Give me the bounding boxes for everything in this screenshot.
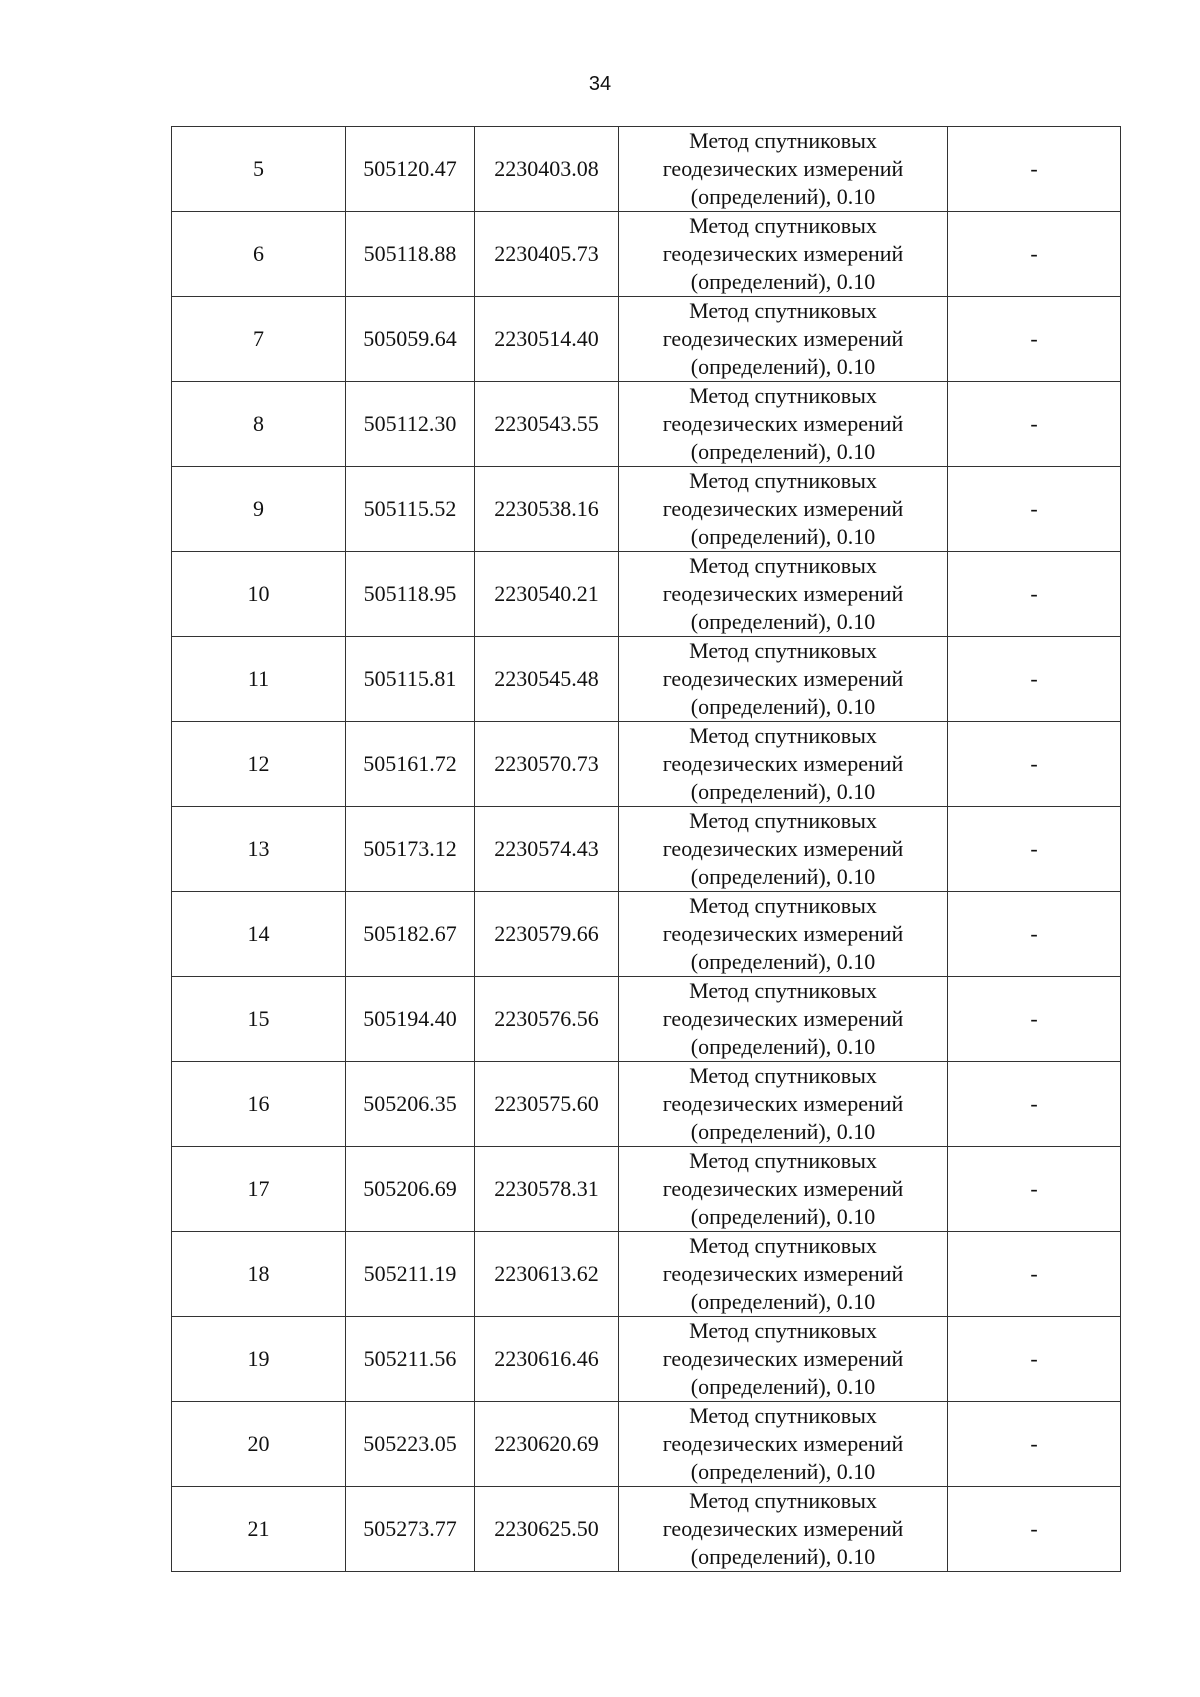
y-coordinate-cell: 2230579.66 (475, 892, 619, 977)
x-coordinate-cell: 505118.88 (346, 212, 475, 297)
point-number-cell: 18 (172, 1232, 346, 1317)
method-cell (619, 1232, 948, 1317)
method-line: Метод спутниковых (689, 723, 877, 748)
method-line: геодезических измерений (662, 1516, 904, 1541)
note-cell: - (948, 297, 1121, 382)
point-number-cell: 7 (172, 297, 346, 382)
method-line: (определений), 0.10 (690, 1119, 876, 1144)
method-line: Метод спутниковых (689, 1488, 877, 1513)
method-line: (определений), 0.10 (690, 779, 876, 804)
note-cell: - (948, 892, 1121, 977)
method-line: Метод спутниковых (689, 468, 877, 493)
table-row (172, 892, 1121, 977)
method-cell (619, 382, 948, 467)
table-row (172, 637, 1121, 722)
x-coordinate-cell: 505194.40 (346, 977, 475, 1062)
x-coordinate-cell: 505206.35 (346, 1062, 475, 1147)
x-coordinate-cell: 505112.30 (346, 382, 475, 467)
y-coordinate-cell: 2230625.50 (475, 1487, 619, 1572)
method-cell (619, 722, 948, 807)
note-cell: - (948, 1317, 1121, 1402)
x-coordinate-cell: 505182.67 (346, 892, 475, 977)
y-coordinate-cell: 2230545.48 (475, 637, 619, 722)
page-number: 34 (588, 73, 612, 95)
x-coordinate-cell: 505115.81 (346, 637, 475, 722)
point-number-cell: 17 (172, 1147, 346, 1232)
y-coordinate-cell: 2230620.69 (475, 1402, 619, 1487)
x-coordinate-cell: 505206.69 (346, 1147, 475, 1232)
method-line: Метод спутниковых (689, 298, 877, 323)
method-line: Метод спутниковых (689, 553, 877, 578)
table-row (172, 1062, 1121, 1147)
note-cell: - (948, 722, 1121, 807)
coordinates-table-body (172, 127, 1121, 1572)
method-line: (определений), 0.10 (690, 1459, 876, 1484)
note-cell: - (948, 1147, 1121, 1232)
method-line: Метод спутниковых (689, 638, 877, 663)
method-line: Метод спутниковых (689, 1063, 877, 1088)
method-cell (619, 1147, 948, 1232)
table-row (172, 127, 1121, 212)
method-line: Метод спутниковых (689, 383, 877, 408)
x-coordinate-cell: 505161.72 (346, 722, 475, 807)
table-row (172, 467, 1121, 552)
note-cell: - (948, 382, 1121, 467)
method-cell (619, 212, 948, 297)
method-cell (619, 807, 948, 892)
method-line: Метод спутниковых (689, 893, 877, 918)
note-cell: - (948, 1062, 1121, 1147)
method-cell (619, 977, 948, 1062)
method-line: Метод спутниковых (689, 978, 877, 1003)
method-line: геодезических измерений (662, 921, 904, 946)
table-row (172, 1402, 1121, 1487)
y-coordinate-cell: 2230514.40 (475, 297, 619, 382)
y-coordinate-cell: 2230576.56 (475, 977, 619, 1062)
point-number-cell: 15 (172, 977, 346, 1062)
method-line: Метод спутниковых (689, 808, 877, 833)
table-row (172, 382, 1121, 467)
y-coordinate-cell: 2230574.43 (475, 807, 619, 892)
point-number-cell: 11 (172, 637, 346, 722)
method-line: (определений), 0.10 (690, 524, 876, 549)
method-line: (определений), 0.10 (690, 269, 876, 294)
method-line: (определений), 0.10 (690, 1289, 876, 1314)
point-number-cell: 21 (172, 1487, 346, 1572)
note-cell: - (948, 1487, 1121, 1572)
method-line: (определений), 0.10 (690, 354, 876, 379)
x-coordinate-cell: 505273.77 (346, 1487, 475, 1572)
x-coordinate-cell: 505223.05 (346, 1402, 475, 1487)
method-line: геодезических измерений (662, 581, 904, 606)
point-number-cell: 12 (172, 722, 346, 807)
note-cell: - (948, 467, 1121, 552)
point-number-cell: 8 (172, 382, 346, 467)
point-number-cell: 10 (172, 552, 346, 637)
method-cell (619, 297, 948, 382)
note-cell: - (948, 1232, 1121, 1317)
method-line: (определений), 0.10 (690, 439, 876, 464)
note-cell: - (948, 637, 1121, 722)
table-row (172, 1147, 1121, 1232)
point-number-cell: 13 (172, 807, 346, 892)
method-line: (определений), 0.10 (690, 864, 876, 889)
table-row (172, 297, 1121, 382)
x-coordinate-cell: 505211.56 (346, 1317, 475, 1402)
point-number-cell: 20 (172, 1402, 346, 1487)
method-cell (619, 1402, 948, 1487)
table-row (172, 977, 1121, 1062)
method-line: Метод спутниковых (689, 213, 877, 238)
table-row (172, 212, 1121, 297)
method-line: (определений), 0.10 (690, 184, 876, 209)
method-cell (619, 637, 948, 722)
method-line: Метод спутниковых (689, 1403, 877, 1428)
x-coordinate-cell: 505118.95 (346, 552, 475, 637)
method-line: (определений), 0.10 (690, 1034, 876, 1059)
y-coordinate-cell: 2230578.31 (475, 1147, 619, 1232)
table-row (172, 1232, 1121, 1317)
method-cell (619, 1062, 948, 1147)
method-line: Метод спутниковых (689, 1233, 877, 1258)
method-line: геодезических измерений (662, 411, 904, 436)
method-line: (определений), 0.10 (690, 1544, 876, 1569)
method-line: геодезических измерений (662, 1176, 904, 1201)
note-cell: - (948, 552, 1121, 637)
method-line: (определений), 0.10 (690, 609, 876, 634)
method-cell (619, 892, 948, 977)
x-coordinate-cell: 505059.64 (346, 297, 475, 382)
method-cell (619, 467, 948, 552)
method-line: (определений), 0.10 (690, 694, 876, 719)
method-line: геодезических измерений (662, 1091, 904, 1116)
method-line: (определений), 0.10 (690, 1204, 876, 1229)
x-coordinate-cell: 505173.12 (346, 807, 475, 892)
table-row (172, 807, 1121, 892)
table-row (172, 1487, 1121, 1572)
method-line: геодезических измерений (662, 1431, 904, 1456)
point-number-cell: 9 (172, 467, 346, 552)
y-coordinate-cell: 2230570.73 (475, 722, 619, 807)
method-line: геодезических измерений (662, 241, 904, 266)
point-number-cell: 6 (172, 212, 346, 297)
note-cell: - (948, 212, 1121, 297)
method-cell (619, 1487, 948, 1572)
y-coordinate-cell: 2230405.73 (475, 212, 619, 297)
y-coordinate-cell: 2230403.08 (475, 127, 619, 212)
coordinates-table (171, 126, 1121, 1572)
y-coordinate-cell: 2230540.21 (475, 552, 619, 637)
method-line: геодезических измерений (662, 1346, 904, 1371)
note-cell: - (948, 1402, 1121, 1487)
method-cell (619, 1317, 948, 1402)
table-row (172, 552, 1121, 637)
point-number-cell: 14 (172, 892, 346, 977)
point-number-cell: 5 (172, 127, 346, 212)
method-line: Метод спутниковых (689, 1148, 877, 1173)
method-line: геодезических измерений (662, 156, 904, 181)
x-coordinate-cell: 505211.19 (346, 1232, 475, 1317)
method-line: Метод спутниковых (689, 128, 877, 153)
note-cell: - (948, 807, 1121, 892)
point-number-cell: 19 (172, 1317, 346, 1402)
note-cell: - (948, 977, 1121, 1062)
y-coordinate-cell: 2230616.46 (475, 1317, 619, 1402)
y-coordinate-cell: 2230575.60 (475, 1062, 619, 1147)
method-line: геодезических измерений (662, 751, 904, 776)
method-line: (определений), 0.10 (690, 1374, 876, 1399)
method-cell (619, 127, 948, 212)
note-cell: - (948, 127, 1121, 212)
method-line: геодезических измерений (662, 326, 904, 351)
x-coordinate-cell: 505115.52 (346, 467, 475, 552)
table-row (172, 722, 1121, 807)
method-cell (619, 552, 948, 637)
method-line: геодезических измерений (662, 1006, 904, 1031)
y-coordinate-cell: 2230613.62 (475, 1232, 619, 1317)
method-line: Метод спутниковых (689, 1318, 877, 1343)
x-coordinate-cell: 505120.47 (346, 127, 475, 212)
method-line: геодезических измерений (662, 1261, 904, 1286)
y-coordinate-cell: 2230538.16 (475, 467, 619, 552)
table-row (172, 1317, 1121, 1402)
method-line: геодезических измерений (662, 836, 904, 861)
method-line: геодезических измерений (662, 666, 904, 691)
y-coordinate-cell: 2230543.55 (475, 382, 619, 467)
point-number-cell: 16 (172, 1062, 346, 1147)
method-line: (определений), 0.10 (690, 949, 876, 974)
method-line: геодезических измерений (662, 496, 904, 521)
